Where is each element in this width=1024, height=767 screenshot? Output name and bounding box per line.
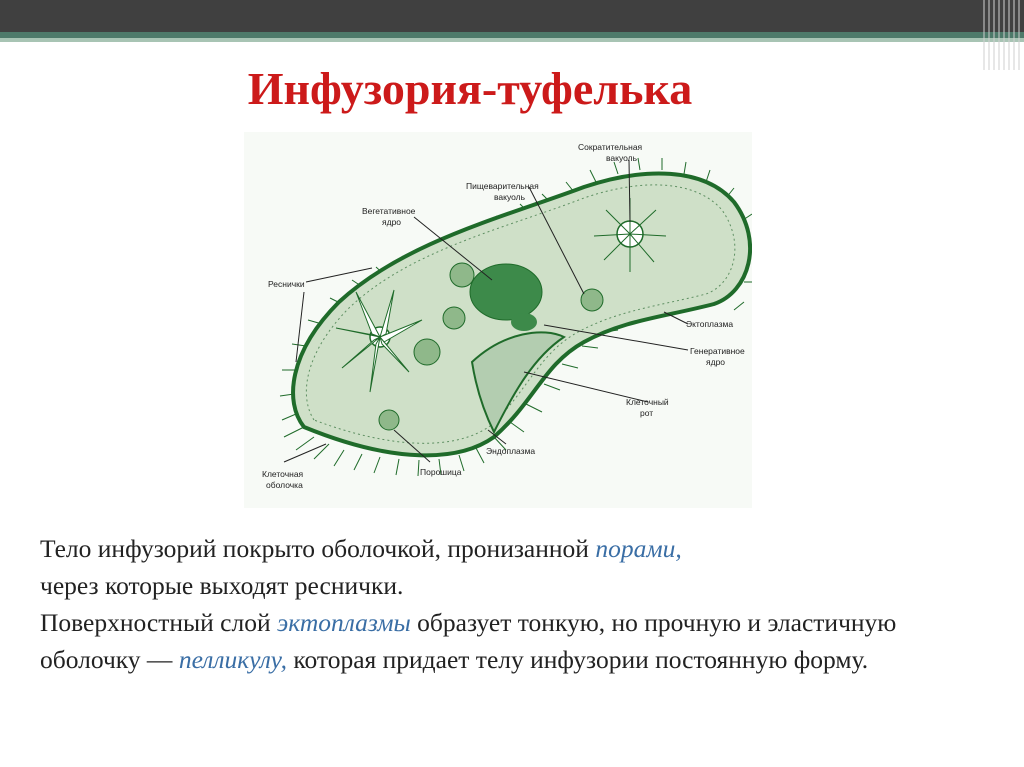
paragraph-2-text: Поверхностный слой: [40, 608, 277, 637]
label-cell-mouth-2: рот: [640, 408, 654, 418]
term-ectoplasm: эктоплазмы: [276, 608, 411, 637]
food-vacuole: [450, 263, 474, 287]
label-vegetative-nucleus-2: ядро: [382, 217, 402, 227]
food-vacuole: [581, 289, 603, 311]
label-cell-membrane: Клеточная: [262, 469, 304, 479]
label-digestive-vacuole-2: вакуоль: [494, 192, 526, 202]
label-generative-nucleus-2: ядро: [706, 357, 726, 367]
label-contractile-vacuole-2: вакуоль: [606, 153, 638, 163]
top-bar: [0, 0, 1024, 32]
paramecium-diagram: [244, 132, 752, 508]
paragraph-1-text-2: через которые выходят реснички.: [40, 571, 404, 600]
generative-nucleus: [511, 313, 537, 331]
label-endoplasm: Эндоплазма: [486, 446, 536, 456]
paragraph-2-text-2: образует тонкую, но прочную и эластичную оболочку —: [40, 608, 897, 674]
term-pores: порами,: [595, 534, 682, 563]
label-contractile-vacuole: Сократительная: [578, 142, 643, 152]
paragraph-1: [40, 530, 940, 604]
label-vegetative-nucleus: Вегетативное: [362, 206, 416, 216]
vegetative-nucleus: [470, 264, 542, 320]
slide-title: Инфузория-туфелька: [247, 63, 693, 114]
food-vacuole: [379, 410, 399, 430]
label-cilia: Реснички: [268, 279, 305, 289]
paragraph-2: [40, 604, 940, 678]
paragraph-1-text: Тело инфузорий покрыто оболочкой, пронизанной: [40, 534, 596, 563]
top-stripe-light: [0, 38, 1024, 42]
term-pellicle: пелликулу,: [178, 645, 288, 674]
label-digestive-vacuole: Пищеварительная: [466, 181, 539, 191]
label-ectoplasm: Эктоплазма: [686, 319, 734, 329]
label-cell-membrane-2: оболочка: [266, 480, 303, 490]
food-vacuole: [443, 307, 465, 329]
body-text: [40, 530, 940, 678]
paragraph-2-text-3: которая придает телу инфузории постоянную форму.: [287, 645, 869, 674]
label-pore: Порошица: [420, 467, 462, 477]
label-generative-nucleus: Генеративное: [690, 346, 745, 356]
corner-decoration: [980, 0, 1024, 70]
label-cell-mouth: Клеточный: [626, 397, 669, 407]
food-vacuole: [414, 339, 440, 365]
